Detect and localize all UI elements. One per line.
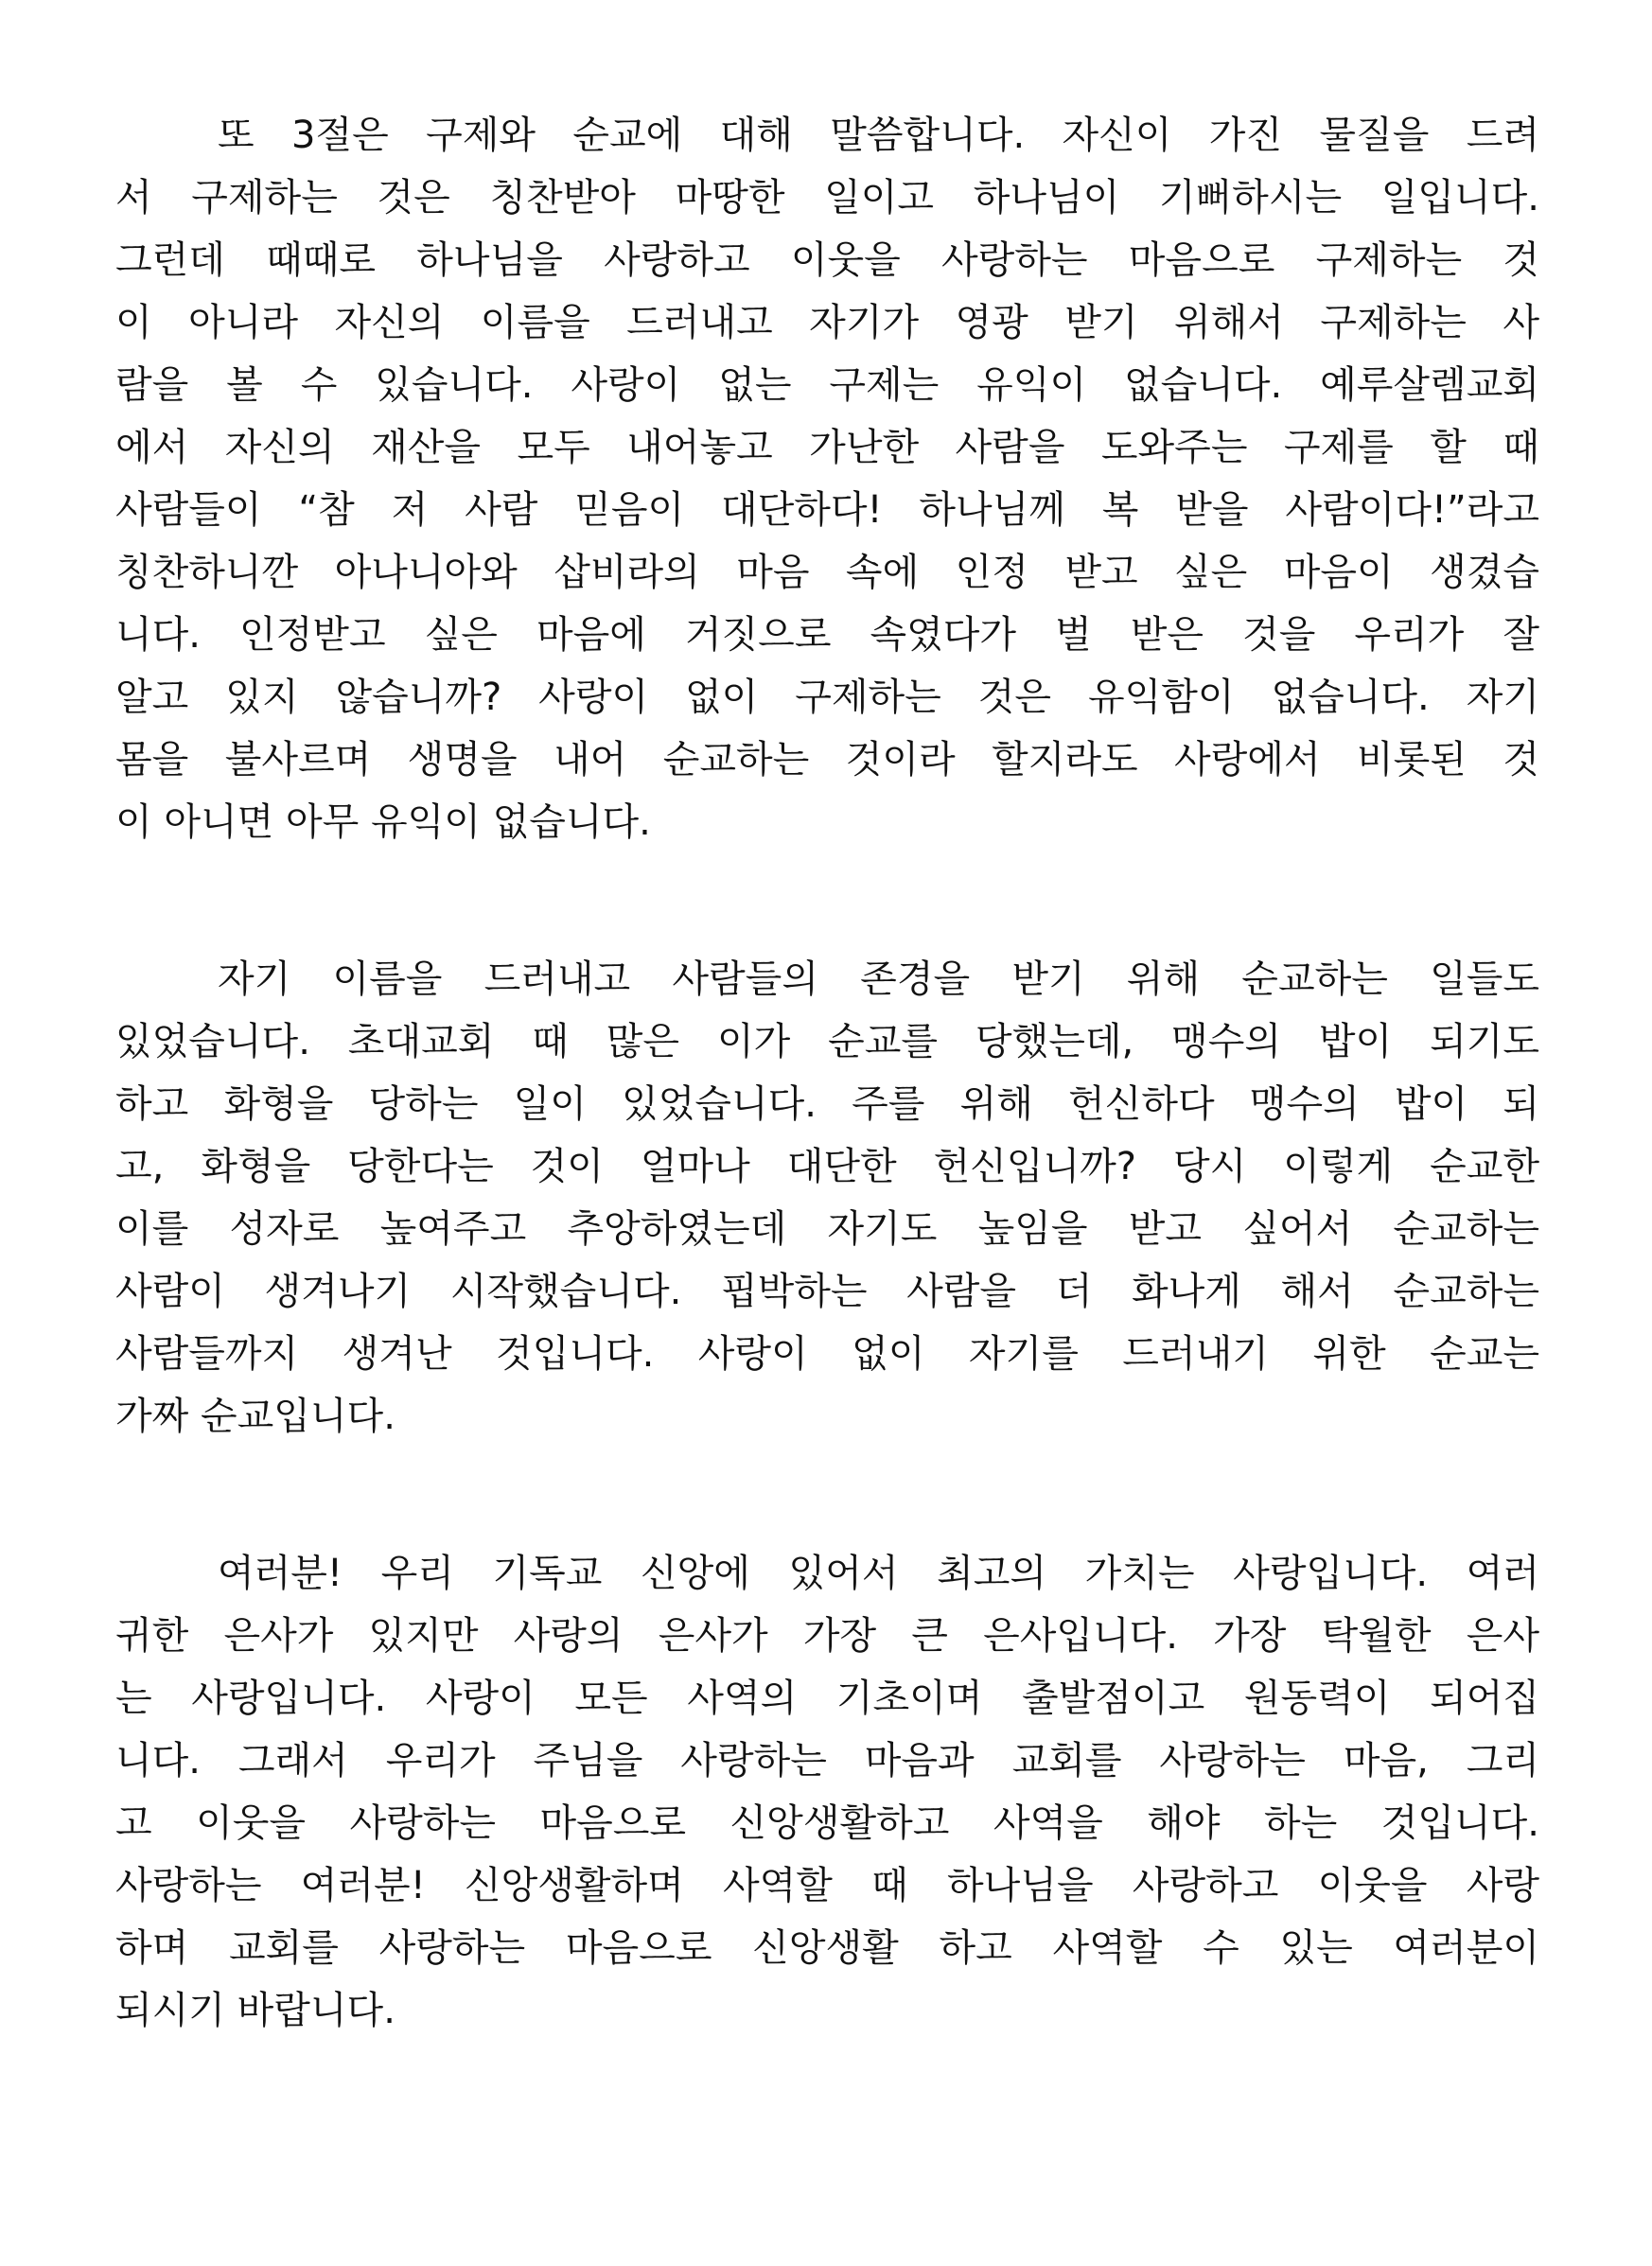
document-body (115, 104, 1539, 2042)
text-line: 사람이 생겨나기 시작했습니다. 핍박하는 사람을 더 화나게 해서 순교하는 (115, 1270, 1539, 1313)
text-line: 이 아니라 자신의 이름을 드러내고 자기가 영광 받기 위해서 구제하는 사 (115, 301, 1539, 344)
text-line: 여러분! 우리 기독교 신앙에 있어서 최고의 가치는 사랑입니다. 여러 (218, 1552, 1539, 1595)
text-line: 에서 자신의 재산을 모두 내어놓고 가난한 사람을 도와주는 구제를 할 때 (115, 426, 1539, 469)
text-line: 이를 성자로 높여주고 추앙하였는데 자기도 높임을 받고 싶어서 순교하는 (115, 1207, 1539, 1251)
text-line: 사람들까지 생겨난 것입니다. 사랑이 없이 자기를 드러내기 위한 순교는 (115, 1332, 1539, 1376)
text-line: 사랑하는 여러분! 신앙생활하며 사역할 때 하나님을 사랑하고 이웃을 사랑 (115, 1864, 1539, 1907)
text-line: 고, 화형을 당한다는 것이 얼마나 대단한 헌신입니까? 당시 이렇게 순교한 (115, 1145, 1539, 1188)
text-line: 알고 있지 않습니까? 사랑이 없이 구제하는 것은 유익함이 없습니다. 자기 (115, 676, 1539, 719)
paragraph-false-martyrdom (115, 948, 1539, 1448)
text-line: 가짜 순교입니다. (115, 1395, 395, 1438)
text-line: 하고 화형을 당하는 일이 있었습니다. 주를 위해 헌신하다 맹수의 밥이 되 (115, 1082, 1539, 1126)
text-line: 니다. 인정받고 싶은 마음에 거짓으로 속였다가 벌 받은 것을 우리가 잘 (115, 613, 1539, 657)
text-line: 사람들이 “참 저 사람 믿음이 대단하다! 하나님께 복 받을 사람이다!”라고 (115, 488, 1539, 532)
paragraph-relief-and-martyrdom (115, 104, 1539, 853)
text-line: 이 아니면 아무 유익이 없습니다. (115, 800, 651, 844)
text-line: 있었습니다. 초대교회 때 많은 이가 순교를 당했는데, 맹수의 밥이 되기도 (115, 1020, 1539, 1063)
text-line: 고 이웃을 사랑하는 마음으로 신앙생활하고 사역을 해야 하는 것입니다. (115, 1801, 1539, 1845)
text-line: 또 3절은 구제와 순교에 대해 말씀합니다. 자신이 가진 물질을 드려 (218, 114, 1539, 157)
text-line: 되시기 바랍니다. (115, 1989, 395, 2032)
text-line: 하며 교회를 사랑하는 마음으로 신앙생활 하고 사역할 수 있는 여러분이 (115, 1926, 1539, 1970)
text-line: 귀한 은사가 있지만 사랑의 은사가 가장 큰 은사입니다. 가장 탁월한 은사 (115, 1614, 1539, 1658)
text-line: 자기 이름을 드러내고 사람들의 존경을 받기 위해 순교하는 일들도 (218, 957, 1539, 1001)
text-line: 는 사랑입니다. 사랑이 모든 사역의 기초이며 출발점이고 원동력이 되어집 (115, 1677, 1539, 1720)
text-line: 서 구제하는 것은 칭찬받아 마땅한 일이고 하나님이 기뻐하시는 일입니다. (115, 176, 1539, 220)
text-line: 그런데 때때로 하나님을 사랑하고 이웃을 사랑하는 마음으로 구제하는 것 (115, 238, 1539, 282)
text-line: 니다. 그래서 우리가 주님을 사랑하는 마음과 교회를 사랑하는 마음, 그리 (115, 1739, 1539, 1783)
text-line: 칭찬하니깐 아나니아와 삽비라의 마음 속에 인정 받고 싶은 마음이 생겼습 (115, 551, 1539, 594)
text-line: 람을 볼 수 있습니다. 사랑이 없는 구제는 유익이 없습니다. 예루살렘교회 (115, 363, 1539, 407)
paragraph-love-as-highest-value (115, 1542, 1539, 2042)
text-line: 몸을 불사르며 생명을 내어 순교하는 것이라 할지라도 사랑에서 비롯된 것 (115, 738, 1539, 782)
